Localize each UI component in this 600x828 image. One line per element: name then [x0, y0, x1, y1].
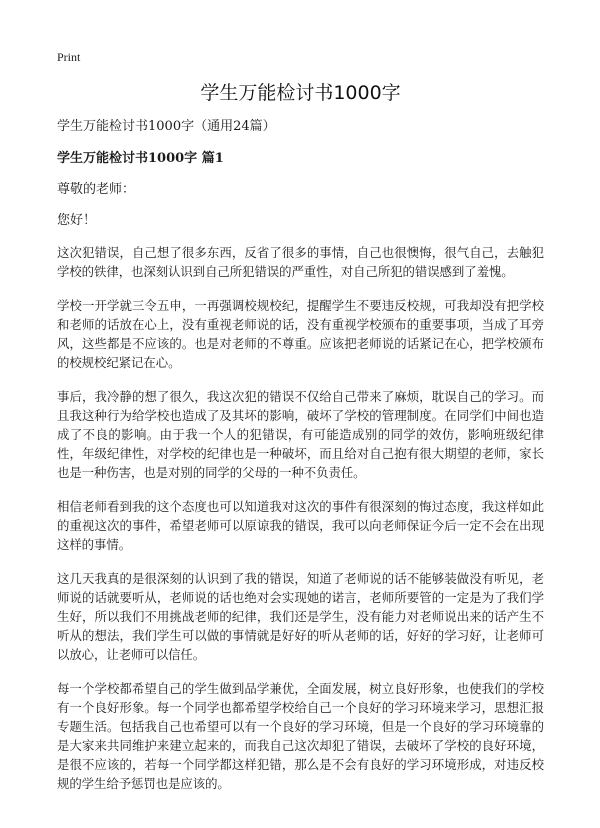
print-link[interactable]: Print	[57, 50, 81, 64]
body-paragraph: 这次犯错误，自己想了很多东西，反省了很多的事情，自己也很懊悔，很气自己，去触犯学校的铁律，也深刻认识到自己所犯错误的严重性，对自己所犯的错误感到了羞愧。	[57, 245, 544, 279]
section-heading: 学生万能检讨书1000字 篇1	[57, 151, 224, 166]
body-paragraph: 这几天我真的是很深刻的认识到了我的错误，知道了老师说的话不能够装做没有听见，老师说的话就要听从，老师说的话也绝对会实现她的诺言，老师所要管的一定是为了我们学生好，所以我们不用挑战老师的纪律，我们还是学生，没有能力对老师说出来的话产生不听从的想法，我们学生可以做的事情就是好好的听从老师的话，好好的学习好，让老师可以放心，让老师可以信任。	[57, 571, 544, 662]
body-paragraph: 每一个学校都希望自己的学生做到品学兼优，全面发展，树立良好形象，也使我们的学校有一个良好形象。每一个同学也都希望学校给自己一个良好的学习环境来学习，思想汇报专题生活。包括我自己也希望可以有一个良好的学习环境，但是一个良好的学习环境靠的是大家来共同维护来建立起来的，而我自己这次却犯了错误，去破坏了学校的良好环境，是很不应该的，若每一个同学都这样犯错，那么是不会有良好的学习环境形成，对违反校规的学生给予惩罚也是应该的。	[57, 681, 544, 791]
body-paragraph: 学校一开学就三令五申，一再强调校规校纪，提醒学生不要违反校规，可我却没有把学校和老师的话放在心上，没有重视老师说的话，没有重视学校颁布的重要事项，当成了耳旁风，这些都是不应该的。也是对老师的不尊重。应该把老师说的话紧记在心，把学校颁布的校规校纪紧记在心。	[57, 298, 544, 370]
document-subtitle: 学生万能检讨书1000字（通用24篇）	[57, 119, 276, 134]
salutation: 尊敬的老师：	[57, 182, 136, 197]
greeting: 您好！	[57, 213, 97, 228]
body-paragraph: 相信老师看到我的这个态度也可以知道我对这次的事件有很深刻的悔过态度，我这样如此的重视这次的事件，希望老师可以原谅我的错误，我可以向老师保证今后一定不会在出现这样的事情。	[57, 499, 544, 552]
document-title: 学生万能检讨书1000字	[200, 82, 401, 104]
body-paragraph: 事后，我冷静的想了很久，我这次犯的错误不仅给自己带来了麻烦，耽误自己的学习。而且我这种行为给学校也造成了及其坏的影响，破坏了学校的管理制度。在同学们中间也造成了不良的影响。由于我一个人的犯错误，有可能造成别的同学的效仿，影响班级纪律性，年级纪律性，对学校的纪律也是一种破坏，而且给对自己抱有很大期望的老师，家长也是一种伤害，也是对别的同学的父母的一种不负责任。	[57, 389, 544, 480]
